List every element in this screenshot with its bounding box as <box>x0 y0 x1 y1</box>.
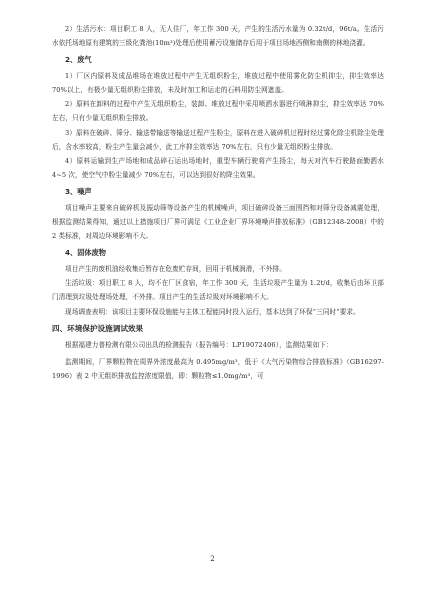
paragraph-solid-1: 项目产生的废机油经收集后暂存在危废贮存间，回用于机械润滑，不外排。 <box>65 265 286 274</box>
document-body <box>52 22 384 383</box>
paragraph-sewage: 2）生活污水：项目职工 8 人，无人住厂，年工作 300 天，产生的生活污水量为 0.32t/d，96t/a。生活污水依托场地原有建筑的三级化粪池(10m³)处理后使用蓄污设施储存后用于项目场地西侧和南侧的林地浇灌。 <box>52 25 384 48</box>
paragraph-section4-1: 根据福建力普检测有限公司出具的检测报告（报告编号：LP19072406），监测结果如下： <box>65 340 333 349</box>
heading-section-4: 四、环境保护设施调试效果 <box>52 323 144 333</box>
page-number: 2 <box>210 555 215 563</box>
paragraph-gas-4: 4）原料运输到生产场地和成品碎石运出场地时，重型车辆行驶将产生扬尘，每天对汽车行驶路面勤洒水 4~5 次，使空气中粉尘量减少 70%左右，可以达到很好的降尘效果。 <box>52 156 384 179</box>
paragraph-solid-3: 现场调查表明：该项目主要环保设施能与主体工程能同时投入运行，基本达到了环保“三同时”要求。 <box>65 307 360 316</box>
paragraph-noise: 项目噪声主要来自破碎机及振动筛等设备产生的机械噪声，项目破碎设备三面围挡和对筛分设备减震处理，根据监测结果得知，通过以上措施项目厂界可满足《工业企业厂界环境噪声排放标准》（GB12348-2008）中的 2 类标准，对周边环境影响不大。 <box>52 203 384 241</box>
heading-solid-waste: 4、固体废物 <box>65 248 106 258</box>
heading-noise: 3、噪声 <box>65 186 92 196</box>
paragraph-solid-2: 生活垃圾：项目职工 8 人，均不在厂区食宿，年工作 300 天，生活垃圾产生量为 1.2t/d，收集后由环卫部门清理到垃圾处理场处理，不外排。项目产生的生活垃圾对环境影响不大。 <box>52 279 384 302</box>
paragraph-section4-2: 监测期间，厂界颗粒物在周界外浓度最高为 0.495mg/m³，低于《大气污染物综合排放标准》（GB16297-1996）表 2 中无组织排放监控浓度限值，即：颗粒物≤1.0mg/m³，可 <box>52 357 384 380</box>
heading-exhaust-gas: 2、废气 <box>65 55 92 65</box>
paragraph-gas-3: 3）原料在破碎、筛分、输送带输送等输送过程产生粉尘，原料在进入破碎机过程时经过雾化除尘机除尘处理后，含水率较高，粉尘产生量会减少，此工序抑尘效率达 70%左右，只有少量无组织粉尘排放。 <box>52 128 384 151</box>
paragraph-gas-1: 1）厂区内原料及成品堆场在堆放过程中产生无组织粉尘，堆放过程中使用雾化防尘机抑尘，抑尘效率达 70%以上，有极少量无组织粉尘排放，未及时加工和运走的石料用防尘网遮盖。 <box>52 72 384 95</box>
paragraph-gas-2: 2）原料在卸料的过程中产生无组织粉尘，装卸、堆放过程中采用喷洒水器进行喷淋抑尘，抑尘效率达 70%左右，只有少量无组织粉尘排放。 <box>52 100 384 123</box>
